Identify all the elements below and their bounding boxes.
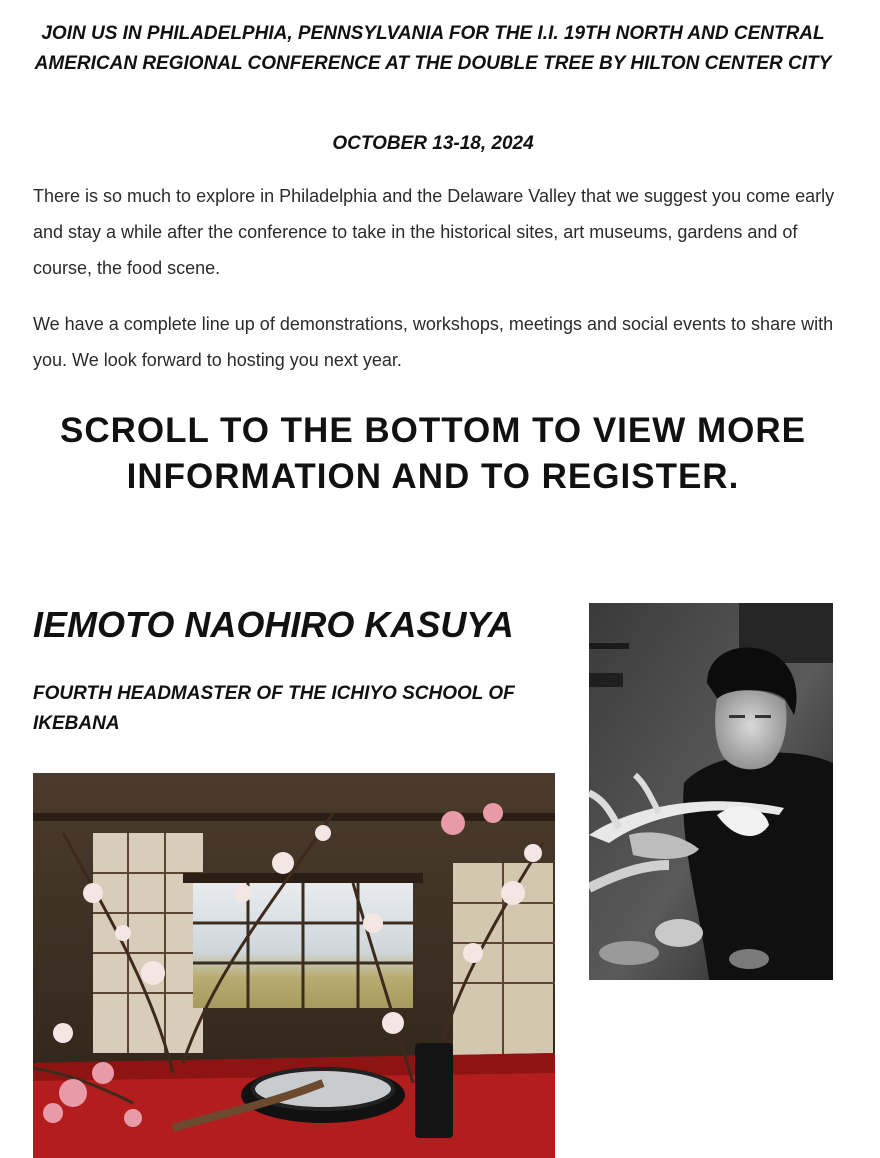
conference-heading: JOIN US IN PHILADELPHIA, PENNSYLVANIA FOR THE I.I. 19TH NORTH AND CENTRAL AMERICAN REGIONAL CONFERENCE AT THE DOUBLE TREE BY HILTON CENTER CITY	[34, 23, 832, 74]
ikebana-arrangement-photo	[33, 773, 555, 1158]
conference-dates: OCTOBER 13-18, 2024	[332, 133, 534, 154]
portrait-illustration	[589, 603, 833, 980]
intro-paragraph-events: We have a complete line up of demonstrations, workshops, meetings and social events to share with you. We look forward to hosting you next year.	[33, 314, 834, 370]
portrait-photo	[589, 603, 833, 980]
arrangement-illustration	[33, 773, 555, 1158]
profile-title: FOURTH HEADMASTER OF THE ICHIYO SCHOOL OF IKEBANA	[33, 683, 515, 734]
intro-paragraph-explore: There is so much to explore in Philadelphia and the Delaware Valley that we suggest you come early and stay a while after the conference to take in the historical sites, art museums, gardens and of course, the food scene.	[33, 186, 835, 278]
scroll-register-callout: SCROLL TO THE BOTTOM TO VIEW MORE INFORMATION AND TO REGISTER.	[60, 411, 806, 496]
profile-name: IEMOTO NAOHIRO KASUYA	[33, 604, 514, 645]
